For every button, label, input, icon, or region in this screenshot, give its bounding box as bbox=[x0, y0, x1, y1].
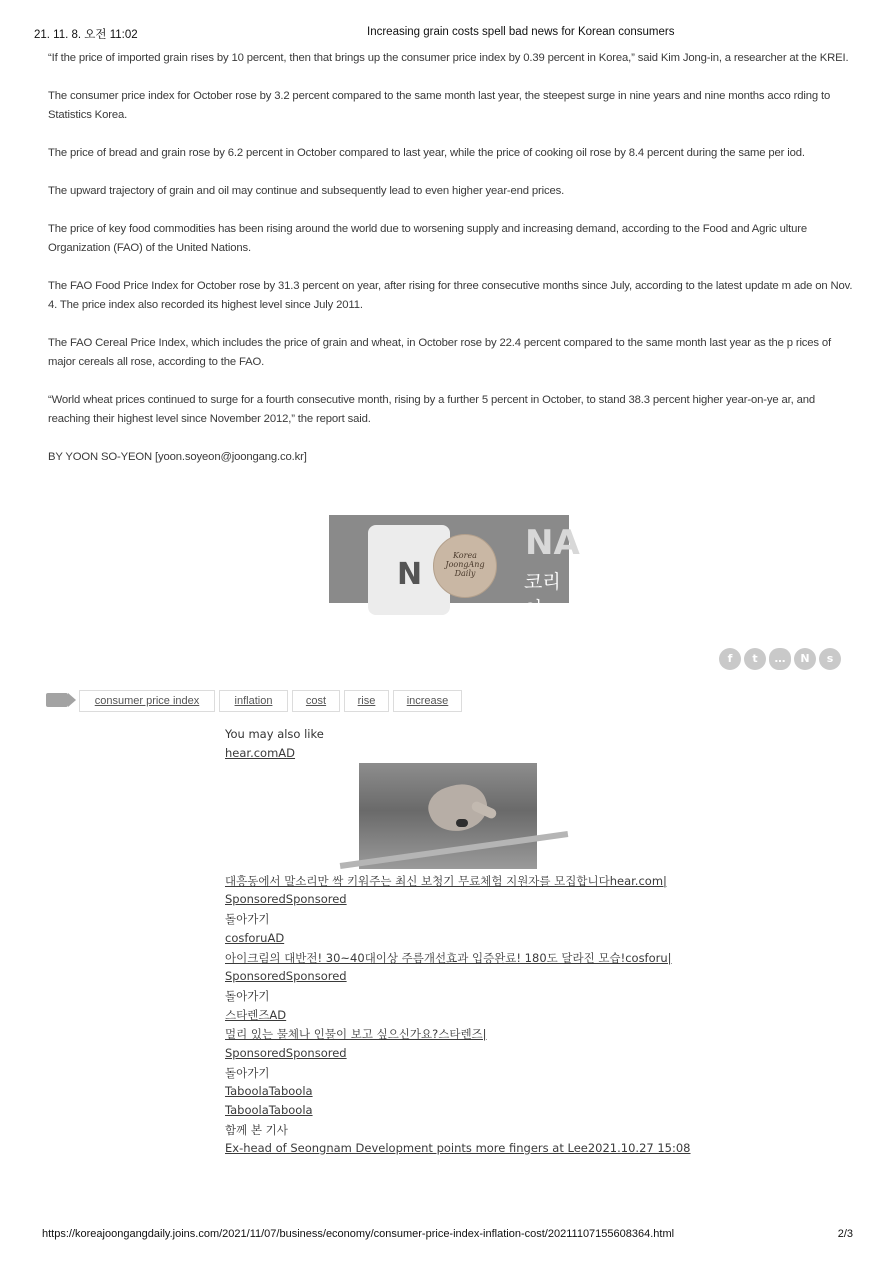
article-paragraph: The upward trajectory of grain and oil may continue and subsequently lead to even higher year-end prices. bbox=[48, 185, 565, 197]
ad-thumbnail-image[interactable] bbox=[359, 763, 537, 869]
sponsored-link[interactable]: SponsoredSponsored bbox=[225, 892, 347, 906]
ad-source-link[interactable]: cosforuAD bbox=[225, 931, 285, 945]
tag-inflation[interactable]: inflation bbox=[219, 690, 288, 712]
facebook-icon[interactable]: f bbox=[719, 648, 741, 670]
kakaotalk-icon[interactable]: … bbox=[769, 648, 791, 670]
banner-korean-text: 코리이 bbox=[524, 571, 561, 620]
back-label[interactable]: 돌아가기 bbox=[225, 1066, 270, 1080]
korea-joongang-daily-seal bbox=[433, 534, 497, 598]
tag-cost[interactable]: cost bbox=[292, 690, 340, 712]
article-paragraph: The price of bread and grain rose by 6.2 percent in October compared to last year, while the price of cooking oil rose by 8.4 percent during the same per iod. bbox=[48, 147, 805, 159]
seal-line: Daily bbox=[454, 569, 476, 578]
article-paragraph: The consumer price index for October rose by 3.2 percent compared to the same month last year, the steepest surge in nine years and nine months acco rding to Statistics Korea. bbox=[48, 90, 831, 121]
tag-icon bbox=[46, 693, 68, 707]
article-paragraph: “If the price of imported grain rises by 10 percent, then that brings up the consumer price index by 0.39 percent in Korea,” said Kim Jong-in, a researcher at the KREI. bbox=[48, 52, 849, 64]
article-paragraph: The FAO Food Price Index for October rose by 31.3 percent on year, after rising for three consecutive months since July, according to the latest update m ade on Nov. 4. The price index also recorded its highest level since July 2011. bbox=[48, 280, 853, 311]
share-bar bbox=[719, 648, 844, 672]
back-label[interactable]: 돌아가기 bbox=[225, 912, 270, 926]
seen-together-heading: 함께 본 기사 bbox=[225, 1123, 288, 1137]
ad-headline-link[interactable]: 멀리 있는 물체나 인물이 보고 싶으신가요?스타렌즈| bbox=[225, 1027, 487, 1041]
related-heading: You may also like bbox=[225, 727, 324, 741]
newsletter-banner[interactable] bbox=[329, 515, 580, 620]
naver-icon[interactable]: N bbox=[794, 648, 816, 670]
sponsored-link[interactable]: SponsoredSponsored bbox=[225, 1046, 347, 1060]
print-page-title: Increasing grain costs spell bad news for Korean consumers bbox=[367, 26, 675, 38]
article-body bbox=[48, 49, 856, 486]
tag-increase[interactable]: increase bbox=[393, 690, 462, 712]
seal-line: JoongAng bbox=[445, 560, 485, 569]
print-url: https://koreajoongangdaily.joins.com/2021/11/07/business/economy/consumer-price-index-inflation-cost/20211107155608364.html bbox=[42, 1228, 675, 1240]
ad-source-link[interactable]: hear.comAD bbox=[225, 746, 296, 760]
article-paragraph: “World wheat prices continued to surge for a fourth consecutive month, rising by a further 5 percent in October, to stand 38.3 percent higher year-on-ye ar, and reaching their highest level since November 2012,” the report said. bbox=[48, 394, 816, 425]
article-paragraph: The price of key food commodities has been rising around the world due to worsening supply and increasing demand, according to the Food and Agric ulture Organization (FAO) of the United Nations. bbox=[48, 223, 808, 254]
tag-consumer-price-index[interactable]: consumer price index bbox=[79, 690, 215, 712]
kakaostory-icon[interactable]: s bbox=[819, 648, 841, 670]
article-paragraph: The FAO Cereal Price Index, which includes the price of grain and wheat, in October rose by 22.4 percent compared to the same month last year as the p rices of major cereals all rose, according to the FAO. bbox=[48, 337, 832, 368]
page-number: 2/3 bbox=[837, 1228, 853, 1240]
print-header bbox=[34, 26, 853, 42]
ad-headline-link[interactable]: 대흥동에서 말소리만 싹 키워주는 최신 보청기 무료체험 지원자를 모집합니다hear.com| bbox=[225, 874, 667, 888]
byline: BY YOON SO-YEON [yoon.soyeon@joongang.co.kr] bbox=[48, 451, 307, 463]
taboola-link[interactable]: TaboolaTaboola bbox=[225, 1084, 313, 1098]
banner-big-letters: NA bbox=[525, 523, 580, 563]
banner-card-letter: N bbox=[397, 557, 423, 592]
twitter-icon[interactable]: t bbox=[744, 648, 766, 670]
sponsored-link[interactable]: SponsoredSponsored bbox=[225, 969, 347, 983]
print-datetime: 21. 11. 8. 오전 11:02 bbox=[34, 29, 138, 41]
seal-line: Korea bbox=[453, 551, 477, 560]
ad-source-link[interactable]: 스타렌즈AD bbox=[225, 1008, 287, 1022]
back-label[interactable]: 돌아가기 bbox=[225, 989, 270, 1003]
ad-headline-link[interactable]: 아이크림의 대반전! 30~40대이상 주름개선효과 입증완료! 180도 달라진 모습!cosforu| bbox=[225, 951, 672, 965]
tag-rise[interactable]: rise bbox=[344, 690, 389, 712]
taboola-link[interactable]: TaboolaTaboola bbox=[225, 1103, 313, 1117]
related-article-link[interactable]: Ex-head of Seongnam Development points more fingers at Lee2021.10.27 15:08 bbox=[225, 1141, 691, 1155]
